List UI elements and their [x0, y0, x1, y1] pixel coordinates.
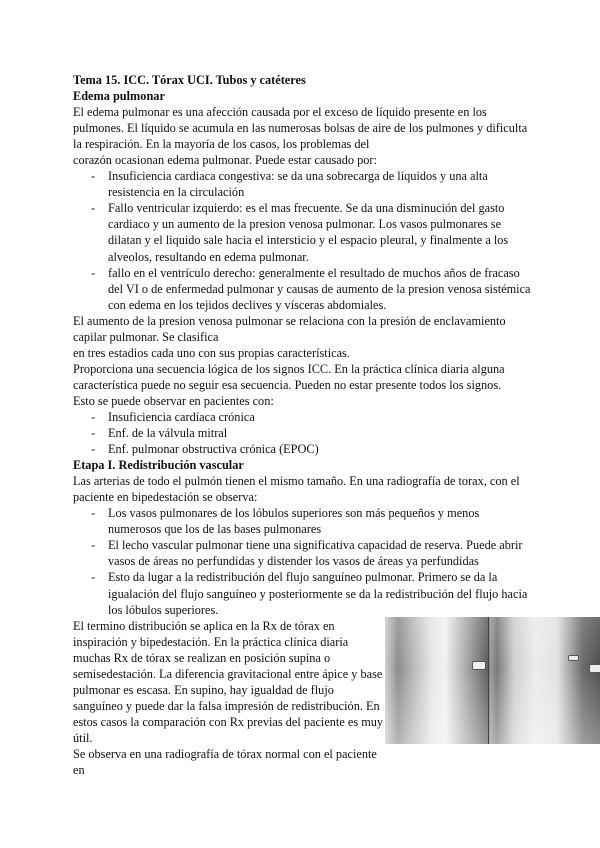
text-line: vasos de áreas no perfundidas y distender los vasos de áreas ya perfundidas — [108, 554, 479, 569]
section-heading-edema: Edema pulmonar — [73, 89, 165, 104]
bullet-dash: - — [91, 570, 96, 585]
xray-divider — [488, 617, 489, 744]
text-line: El lecho vascular pulmonar tiene una significativa capacidad de reserva. Puede abrir — [108, 538, 523, 553]
section-heading-etapa-1: Etapa I. Redistribución vascular — [73, 458, 244, 473]
text-line: Insuficiencia cardiaca congestiva: se da una sobrecarga de líquidos y una alta — [108, 169, 488, 184]
bullet-dash: - — [91, 265, 96, 280]
text-line: corazón ocasionan edema pulmonar. Puede estar causado por: — [73, 153, 377, 168]
text-line: en tres estadios cada uno con sus propias características. — [73, 345, 350, 360]
text-line: Fallo ventricular izquierdo: es el mas frecuente. Se da una disminución del gasto — [108, 201, 505, 216]
text-line: inspiración y bipedestación. En la práctica clínica diaria — [73, 634, 349, 649]
text-line: Los vasos pulmonares de los lóbulos superiores son más pequeños y menos — [108, 506, 480, 521]
bullet-dash: - — [91, 409, 96, 424]
text-line: muchas Rx de tórax se realizan en posición supina o — [73, 650, 331, 665]
text-line: Enf. pulmonar obstructiva crónica (EPOC) — [108, 442, 319, 457]
paragraph-distribution — [73, 618, 384, 778]
list-item — [73, 505, 543, 537]
text-line: con edema en los tejidos declives y vísceras abdomiales. — [108, 297, 387, 312]
text-line: resistencia en la circulación — [108, 185, 245, 200]
text-line: del VI o de enfermedad pulmonar y causas de aumento de la presion venosa sistémica — [108, 281, 531, 296]
list-findings — [73, 505, 543, 617]
arrow-marker-icon — [568, 655, 579, 661]
text-line: numerosos que los de las bases pulmonares — [108, 522, 322, 537]
text-line: los lóbulos superiores. — [108, 602, 219, 617]
text-line: El aumento de la presion venosa pulmonar se relaciona con la presión de enclavamiento — [73, 313, 506, 328]
list-conditions — [73, 409, 543, 457]
paragraph-pressure — [73, 313, 543, 409]
text-line: la respiración. En la mayoría de los casos, los problemas del — [73, 137, 370, 152]
text-line: paciente en bipedestación se observa: — [73, 490, 258, 505]
text-line: dilatan y el liquido sale hacia el intersticio y el espacio pleural, y finalmente a los — [108, 233, 509, 248]
bullet-dash: - — [91, 538, 96, 553]
list-item — [73, 425, 543, 441]
text-line: Las arterias de todo el pulmón tienen el mismo tamaño. En una radiografía de torax, con el — [73, 474, 520, 489]
list-item — [73, 200, 543, 264]
xray-shading — [385, 617, 600, 744]
text-line: Esto se puede observar en pacientes con: — [73, 393, 274, 408]
text-line: semisedestación. La diferencia gravitacional entre ápice y base — [73, 666, 383, 681]
text-line: capilar pulmonar. Se clasifica — [73, 329, 219, 344]
list-item — [73, 537, 543, 569]
arrow-marker-icon — [589, 664, 600, 673]
text-line: El edema pulmonar es una afección causada por el exceso de líquido presente en los — [73, 105, 487, 120]
list-item — [73, 168, 543, 200]
text-line: Proporciona una secuencia lógica de los signos ICC. En la práctica clínica diaria alguna — [73, 361, 505, 376]
text-line: sanguíneo y puede dar la falsa impresión de redistribución. En — [73, 698, 380, 713]
text-line: en — [73, 763, 85, 778]
bullet-dash: - — [91, 442, 96, 457]
text-line: pulmones. El líquido se acumula en las numerosas bolsas de aire de los pulmones y dificulta — [73, 121, 528, 136]
text-line: Esto da lugar a la redistribución del flujo sanguíneo pulmonar. Primero se da la — [108, 570, 498, 585]
text-line: El termino distribución se aplica en la Rx de tórax en — [73, 618, 335, 633]
bullet-dash: - — [91, 201, 96, 216]
document-title: Tema 15. ICC. Tórax UCI. Tubos y catéteres — [73, 73, 306, 87]
list-causes — [73, 168, 543, 312]
text-line: Enf. de la válvula mitral — [108, 426, 228, 441]
text-line: Se observa en una radiografía de tórax normal con el paciente — [73, 746, 377, 761]
text-line: pulmonar es escasa. En supino, hay igualdad de flujo — [73, 682, 334, 697]
chest-xray-image — [385, 617, 600, 744]
text-line: característica puede no seguir esa secuencia. Pueden no estar presente todos los signos. — [73, 377, 502, 392]
list-item — [73, 265, 543, 313]
list-item — [73, 409, 543, 425]
paragraph-edema-intro — [73, 104, 543, 168]
text-line: Insuficiencia cardíaca crónica — [108, 409, 255, 424]
bullet-dash: - — [91, 169, 96, 184]
arrow-marker-icon — [472, 661, 486, 670]
text-line: fallo en el ventrículo derecho: generalmente el resultado de muchos años de fracaso — [108, 265, 520, 280]
bullet-dash: - — [91, 506, 96, 521]
text-line: igualación del flujo sanguíneo y posteriormente se da la redistribución del flujo hacia — [108, 586, 528, 601]
list-item — [73, 441, 543, 457]
text-line: útil. — [73, 730, 93, 745]
paragraph-arteries — [73, 473, 543, 505]
text-line: estos casos la comparación con Rx previas del paciente es muy — [73, 714, 384, 729]
text-line: cardiaco y un aumento de la presion venosa pulmonar. Los vasos pulmonares se — [108, 217, 502, 232]
bullet-dash: - — [91, 426, 96, 441]
list-item — [73, 569, 543, 617]
text-line: alveolos, resultando en edema pulmonar. — [108, 249, 309, 264]
